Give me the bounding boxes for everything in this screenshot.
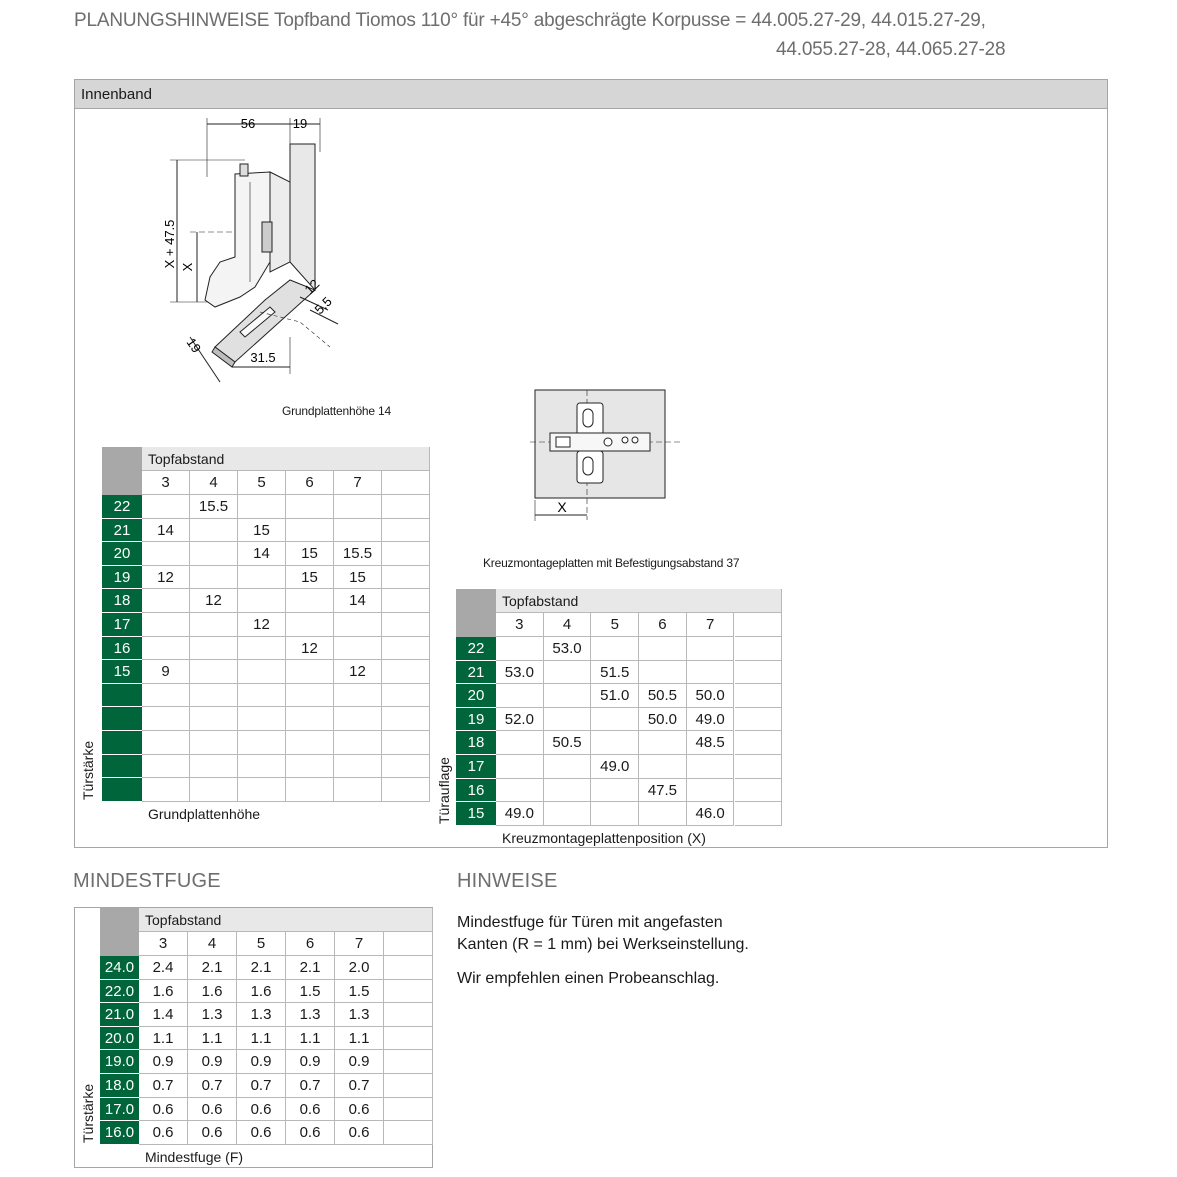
table-cell <box>544 708 592 732</box>
table-cell <box>238 755 286 779</box>
table-cell <box>190 778 238 802</box>
table-cell <box>544 779 592 803</box>
table-cell: 0.6 <box>335 1098 384 1122</box>
row-label: 17 <box>102 613 142 637</box>
table-cell <box>496 779 544 803</box>
table-cell <box>735 779 783 803</box>
table-cell: 0.7 <box>335 1074 384 1098</box>
table-cell <box>639 637 687 661</box>
row-label <box>102 707 142 731</box>
column-header <box>735 613 783 637</box>
table-cell <box>384 1098 433 1122</box>
drawing1-caption: Grundplattenhöhe 14 <box>282 404 391 418</box>
table-cell <box>384 980 433 1004</box>
hinge-drawing <box>150 112 380 402</box>
row-label: 18 <box>456 731 496 755</box>
row-label: 16.0 <box>100 1121 139 1145</box>
row-label <box>102 684 142 708</box>
table-cell <box>238 495 286 519</box>
page-title-line-2: 44.055.27-28, 44.065.27-28 <box>776 39 1006 60</box>
table-cell <box>334 519 382 543</box>
table-header-topfabstand: Topfabstand <box>496 589 782 613</box>
dim-12: 12 <box>301 276 323 298</box>
table-footer: Grundplattenhöhe <box>148 805 261 822</box>
table-corner <box>100 908 139 956</box>
table-cell <box>687 779 735 803</box>
table-cell: 0.6 <box>237 1121 286 1145</box>
table-cell <box>334 495 382 519</box>
column-header: 3 <box>496 613 544 637</box>
table-cell <box>334 707 382 731</box>
table-cell: 0.7 <box>139 1074 188 1098</box>
table-cell <box>190 542 238 566</box>
side-label: Türstärke <box>80 1083 96 1143</box>
row-label: 16 <box>102 637 142 661</box>
table-grundplattenhoehe <box>74 447 430 826</box>
table-cell: 0.9 <box>139 1050 188 1074</box>
table-cell <box>639 755 687 779</box>
table-cell <box>334 755 382 779</box>
table-cell <box>286 684 334 708</box>
row-label: 15 <box>456 802 496 826</box>
table-cell <box>735 708 783 732</box>
dim-5-5: 5.5 <box>311 293 335 318</box>
table-cell: 0.9 <box>237 1050 286 1074</box>
table-cell <box>591 708 639 732</box>
row-label <box>102 731 142 755</box>
column-header: 4 <box>544 613 592 637</box>
table-cell: 49.0 <box>591 755 639 779</box>
table-cell <box>382 778 430 802</box>
table-cell: 1.3 <box>188 1003 237 1027</box>
table-cell <box>735 802 783 826</box>
column-header: 7 <box>335 932 384 956</box>
table-cell: 14 <box>238 542 286 566</box>
panel-title-bar <box>75 80 1107 109</box>
table-cell <box>639 661 687 685</box>
column-header: 7 <box>334 471 382 495</box>
dim-19-side: 19 <box>183 335 205 356</box>
table-cell: 2.1 <box>286 956 335 980</box>
column-header: 6 <box>639 613 687 637</box>
table-cell: 51.0 <box>591 684 639 708</box>
table-cell <box>142 495 190 519</box>
table-cell: 2.4 <box>139 956 188 980</box>
table-cell <box>382 707 430 731</box>
table-cell <box>142 755 190 779</box>
table-cell: 1.3 <box>335 1003 384 1027</box>
table-cell: 2.1 <box>237 956 286 980</box>
table-cell <box>687 637 735 661</box>
table-cell: 1.1 <box>237 1027 286 1051</box>
column-header <box>384 932 433 956</box>
table-cell <box>735 731 783 755</box>
table-cell <box>384 1003 433 1027</box>
table-cell <box>238 589 286 613</box>
table-cell <box>334 613 382 637</box>
table-cell: 0.7 <box>188 1074 237 1098</box>
table-cell <box>382 495 430 519</box>
table-cell: 15 <box>286 542 334 566</box>
table-cell: 12 <box>334 660 382 684</box>
table-mindestfuge <box>74 907 433 1168</box>
column-header: 7 <box>687 613 735 637</box>
table-cell <box>238 566 286 590</box>
table-cell: 0.6 <box>237 1098 286 1122</box>
table-cell <box>687 661 735 685</box>
table-cell <box>238 637 286 661</box>
table-cell <box>382 660 430 684</box>
table-cell <box>382 755 430 779</box>
table-cell <box>190 519 238 543</box>
table-cell: 1.4 <box>139 1003 188 1027</box>
table-cell <box>190 707 238 731</box>
table-cell <box>382 542 430 566</box>
table-cell: 12 <box>286 637 334 661</box>
dim-x: X <box>180 262 195 272</box>
table-cell <box>142 589 190 613</box>
table-cell <box>384 1027 433 1051</box>
dim-19-top: 19 <box>292 116 308 131</box>
table-cell <box>142 731 190 755</box>
table-cell <box>142 542 190 566</box>
table-cell: 12 <box>142 566 190 590</box>
table-header-topfabstand: Topfabstand <box>142 447 430 471</box>
hinweise-line-1: Mindestfuge für Türen mit angefasten <box>457 914 723 931</box>
table-cell: 2.1 <box>188 956 237 980</box>
table-cell: 49.0 <box>496 802 544 826</box>
table-cell <box>591 802 639 826</box>
row-label: 21 <box>456 661 496 685</box>
table-cell: 1.1 <box>286 1027 335 1051</box>
table-cell: 50.0 <box>639 708 687 732</box>
table-cell <box>639 802 687 826</box>
drawing2-caption: Kreuzmontageplatten mit Befestigungsabstand 37 <box>483 556 740 570</box>
table-cell: 15.5 <box>190 495 238 519</box>
table-cell: 1.5 <box>286 980 335 1004</box>
table-cell <box>286 519 334 543</box>
column-header: 3 <box>142 471 190 495</box>
table-cell: 12 <box>238 613 286 637</box>
table-cell <box>382 519 430 543</box>
table-footer: Kreuzmontageplattenposition (X) <box>502 829 706 846</box>
column-header: 3 <box>139 932 188 956</box>
table-cell: 12 <box>190 589 238 613</box>
row-label <box>102 778 142 802</box>
table-cell: 0.6 <box>188 1098 237 1122</box>
table-cell <box>286 495 334 519</box>
table-cell: 46.0 <box>687 802 735 826</box>
table-header-topfabstand: Topfabstand <box>139 908 433 932</box>
table-cell <box>334 778 382 802</box>
row-label: 17 <box>456 755 496 779</box>
plate-dim-x: X <box>557 499 567 515</box>
mounting-plate-drawing <box>520 385 690 525</box>
table-cell <box>591 731 639 755</box>
table-cell: 53.0 <box>544 637 592 661</box>
dim-56: 56 <box>240 116 256 131</box>
row-label: 19.0 <box>100 1050 139 1074</box>
table-cell: 47.5 <box>639 779 687 803</box>
table-cell <box>142 707 190 731</box>
dim-x-plus-47-5: X + 47.5 <box>162 219 177 269</box>
panel-title: Innenband <box>81 86 152 103</box>
table-cell <box>496 731 544 755</box>
table-cell: 50.0 <box>687 684 735 708</box>
row-label: 18 <box>102 589 142 613</box>
table-cell: 1.6 <box>139 980 188 1004</box>
table-cell <box>286 589 334 613</box>
column-header: 5 <box>237 932 286 956</box>
table-cell: 15.5 <box>334 542 382 566</box>
row-label: 22.0 <box>100 980 139 1004</box>
table-cell: 0.9 <box>335 1050 384 1074</box>
hinweise-title: HINWEISE <box>457 870 558 892</box>
table-corner <box>456 589 496 637</box>
table-cell <box>384 956 433 980</box>
table-cell: 0.6 <box>286 1121 335 1145</box>
row-label: 22 <box>456 637 496 661</box>
table-cell: 15 <box>334 566 382 590</box>
table-cell <box>639 731 687 755</box>
table-cell <box>496 637 544 661</box>
row-label: 19 <box>456 708 496 732</box>
table-cell <box>286 660 334 684</box>
row-label: 19 <box>102 566 142 590</box>
dim-31-5: 31.5 <box>250 350 276 365</box>
table-cell <box>382 637 430 661</box>
table-cell <box>735 755 783 779</box>
table-corner <box>102 447 142 495</box>
table-cell <box>496 684 544 708</box>
table-cell: 0.7 <box>286 1074 335 1098</box>
table-cell <box>190 755 238 779</box>
column-header: 6 <box>286 932 335 956</box>
table-cell <box>384 1121 433 1145</box>
table-cell: 1.1 <box>139 1027 188 1051</box>
column-header: 6 <box>286 471 334 495</box>
column-header: 5 <box>591 613 639 637</box>
table-cell <box>142 778 190 802</box>
table-cell: 1.6 <box>237 980 286 1004</box>
table-cell <box>142 637 190 661</box>
table-cell: 49.0 <box>687 708 735 732</box>
table-cell: 1.5 <box>335 980 384 1004</box>
table-cell <box>334 684 382 708</box>
mindestfuge-title: MINDESTFUGE <box>73 870 221 892</box>
table-cell <box>142 684 190 708</box>
table-cell <box>496 755 544 779</box>
table-cell: 2.0 <box>335 956 384 980</box>
table-cell: 53.0 <box>496 661 544 685</box>
table-cell <box>544 684 592 708</box>
row-label: 17.0 <box>100 1098 139 1122</box>
table-cell <box>238 707 286 731</box>
table-cell <box>591 779 639 803</box>
row-label <box>102 755 142 779</box>
table-cell <box>591 637 639 661</box>
table-cell: 48.5 <box>687 731 735 755</box>
table-cell <box>286 613 334 637</box>
table-cell <box>190 613 238 637</box>
table-cell: 1.3 <box>237 1003 286 1027</box>
table-cell <box>334 637 382 661</box>
row-label: 20 <box>102 542 142 566</box>
table-cell <box>190 684 238 708</box>
table-footer: Mindestfuge (F) <box>145 1148 244 1165</box>
table-cell <box>286 778 334 802</box>
table-cell: 1.3 <box>286 1003 335 1027</box>
row-label: 18.0 <box>100 1074 139 1098</box>
table-cell <box>238 684 286 708</box>
table-cell: 0.6 <box>335 1121 384 1145</box>
table-cell <box>334 731 382 755</box>
column-header: 4 <box>190 471 238 495</box>
row-label: 21.0 <box>100 1003 139 1027</box>
row-label: 24.0 <box>100 956 139 980</box>
hinweise-line-2: Kanten (R = 1 mm) bei Werkseinstellung. <box>457 936 749 953</box>
page-title-line-1: PLANUNGSHINWEISE Topfband Tiomos 110° für +45° abgeschrägte Korpusse = 44.005.27-29, 44.015.27-29, <box>74 10 986 31</box>
table-cell <box>190 566 238 590</box>
table-cell: 0.7 <box>237 1074 286 1098</box>
table-cell <box>286 707 334 731</box>
row-label: 21 <box>102 519 142 543</box>
table-cell: 50.5 <box>544 731 592 755</box>
table-cell: 0.6 <box>139 1098 188 1122</box>
table-cell: 14 <box>142 519 190 543</box>
table-cell: 0.9 <box>188 1050 237 1074</box>
table-cell <box>286 755 334 779</box>
table-cell <box>544 802 592 826</box>
row-label: 20 <box>456 684 496 708</box>
row-label: 20.0 <box>100 1027 139 1051</box>
table-cell: 0.9 <box>286 1050 335 1074</box>
table-cell: 0.6 <box>286 1098 335 1122</box>
table-cell <box>735 684 783 708</box>
table-cell <box>238 778 286 802</box>
table-cell <box>544 661 592 685</box>
table-cell <box>382 589 430 613</box>
table-cell <box>382 613 430 637</box>
table-cell: 1.1 <box>335 1027 384 1051</box>
table-cell <box>384 1074 433 1098</box>
row-label: 16 <box>456 779 496 803</box>
table-cell <box>190 731 238 755</box>
table-cell: 14 <box>334 589 382 613</box>
table-cell <box>735 637 783 661</box>
hinweise-line-3: Wir empfehlen einen Probeanschlag. <box>457 970 720 987</box>
table-cell <box>190 637 238 661</box>
table-cell <box>544 755 592 779</box>
table-cell <box>382 566 430 590</box>
table-cell <box>238 660 286 684</box>
table-cell: 15 <box>286 566 334 590</box>
row-label: 22 <box>102 495 142 519</box>
table-cell <box>382 684 430 708</box>
table-cell <box>382 731 430 755</box>
table-cell: 51.5 <box>591 661 639 685</box>
table-cell: 52.0 <box>496 708 544 732</box>
table-cell: 15 <box>238 519 286 543</box>
table-cell <box>190 660 238 684</box>
table-cell <box>687 755 735 779</box>
table-cell: 9 <box>142 660 190 684</box>
table-cell <box>142 613 190 637</box>
table-cell <box>735 661 783 685</box>
table-cell: 0.6 <box>139 1121 188 1145</box>
row-label: 15 <box>102 660 142 684</box>
column-header <box>382 471 430 495</box>
table-kreuzmontageplattenposition <box>428 589 782 850</box>
table-cell: 0.6 <box>188 1121 237 1145</box>
table-cell <box>384 1050 433 1074</box>
column-header: 4 <box>188 932 237 956</box>
side-label: Türauflage <box>436 756 452 824</box>
table-cell: 1.1 <box>188 1027 237 1051</box>
table-cell <box>286 731 334 755</box>
table-cell <box>238 731 286 755</box>
column-header: 5 <box>238 471 286 495</box>
side-label: Türstärke <box>80 740 96 800</box>
table-cell: 1.6 <box>188 980 237 1004</box>
table-cell: 50.5 <box>639 684 687 708</box>
